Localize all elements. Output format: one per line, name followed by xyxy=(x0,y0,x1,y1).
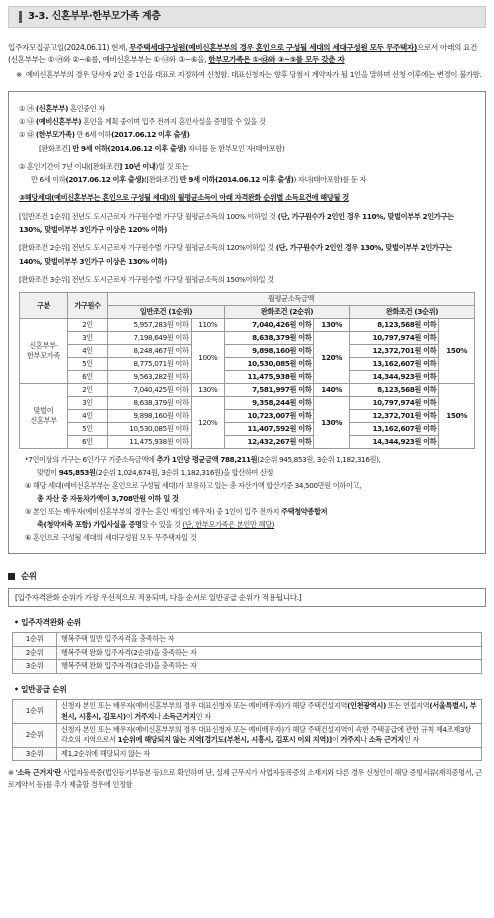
table-row: 1순위 행복주택 일반 입주자격을 충족하는 자 xyxy=(13,633,482,646)
req-savings: ⑤ 본인 또는 배우자(예비신혼부부의 경우는 혼인 예정인 배우자) 중 1인이 입주 전까지 주택청약종합저 xyxy=(25,507,328,517)
cond3-amount: 12,372,701원 이하 xyxy=(349,410,438,423)
table-row: 3순위 제1,2순위에 해당되지 않는 자 xyxy=(13,747,482,760)
members-cell: 6인 xyxy=(68,371,108,384)
table-row xyxy=(20,423,475,436)
table-row: 2순위 행복주택 완화 입주자격(2순위)을 충족하는 자 xyxy=(13,646,482,659)
th-income: 월평균소득금액 xyxy=(108,293,475,306)
table-row: 1순위 신청자 본인 또는 배우자(예비신혼부부의 경우 대표신청자 또는 예비배우자)가 해당 주택건설지역(인천광역시) 또는 연접지역(서울특별시, 부천시, 시흥시, 김포시)이 거주지나 소득근거지인 자 xyxy=(13,700,482,724)
members-cell: 6인 xyxy=(68,436,108,449)
cond1-pct: 130% xyxy=(191,384,224,397)
note-text: 예비신혼부부의 경우 당사자 2인 중 1인을 대표로 지정하여 신청함. 대표신청자는 향후 당첨시 계약자가 될 1인을 말하며 신청 이후에는 변경이 불가함. xyxy=(25,69,482,79)
rank-general-title: • 일반공급 순위 xyxy=(14,684,67,694)
header-bar-icon xyxy=(19,11,22,23)
group-label: 신혼부부· 한부모가족 xyxy=(20,319,68,384)
members-cell: 4인 xyxy=(68,345,108,358)
cond1-pct: 120% xyxy=(191,397,224,449)
cond1-pct: 110% xyxy=(191,319,224,332)
cond-1: [일반조건 1순위] 전년도 도시근로자 가구원수별 가구당 월평균소득의 100% 이하일 것 (단, 가구원수가 2인인 경우 110%, 맞벌이부부 2인가구는 130%, 맞벌이부부 3인가구 이상은 120% 이하) xyxy=(19,211,454,235)
intro-paragraph xyxy=(8,42,486,67)
th-cond3: 완화조건 (3순위) xyxy=(349,306,474,319)
cond3-amount: 10,797,974원 이하 xyxy=(349,397,438,410)
cond3-amount: 12,372,701원 이하 xyxy=(349,345,438,358)
table-row xyxy=(20,384,475,397)
req-assets: ④ 해당 세대(예비신혼부부는 혼인으로 구성될 세대)가 보유하고 있는 총 자산가액 합산기준 34,500만원 이하이고, xyxy=(25,481,362,491)
members-cell: 2인 xyxy=(68,384,108,397)
cond1-amount: 11,475,938원 이하 xyxy=(108,436,192,449)
cond2-amount: 7,581,997원 이하 xyxy=(225,384,314,397)
intro-emphasis-2: 한부모가족은 ①·㉰와 ③~⑤를 모두 갖춘 자 xyxy=(208,55,345,65)
cond1-amount: 5,957,283원 이하 xyxy=(108,319,192,332)
table-row: 2순위 신청자 본인 또는 배우자(예비신혼부부의 경우 대표신청자 또는 예비배우자)가 해당 주택건설지역이 속한 주택공급에 관한 규칙 제4조제3항 각호의 지역으로서 1순위에 해당되지 않는 지역[경기도(부천시, 시흥시, 김포시 이외 지역)]이 거주지나 소득 근거지인 자 xyxy=(13,723,482,747)
section-header xyxy=(8,6,486,28)
section-title: 3-3. 신혼부부·한부모가족 계층 xyxy=(28,10,161,22)
intro-emphasis: 무주택세대구성원(예비신혼부부의 경우 혼인으로 구성될 세대의 세대구성원 모두 무주택자) xyxy=(129,43,418,52)
cond2-amount: 10,723,007원 이하 xyxy=(225,410,314,423)
table-row xyxy=(20,371,475,384)
th-cond1: 일반조건 (1순위) xyxy=(108,306,225,319)
members-cell: 5인 xyxy=(68,358,108,371)
order-notice: [입주자격완화 순위가 가장 우선적으로 적용되며, 다음 순서로 일반공급 순위가 적용됩니다.] xyxy=(8,588,486,607)
cond2-amount: 12,432,267원 이하 xyxy=(225,436,314,449)
cond1-amount: 9,898,160원 이하 xyxy=(108,410,192,423)
cond2-pct: 140% xyxy=(314,384,350,397)
cond-2: [완화조건 2순위] 전년도 도시근로자 가구원수별 가구당 월평균소득의 120%이하일 것 (단, 가구원수가 2인인 경우 130%, 맞벌이부부 2인가구는 140%, 맞벌이부부 3인가구 이상은 130% 이하) xyxy=(19,243,452,266)
th-cond2: 완화조건 (2순위) xyxy=(225,306,350,319)
cond2-pct: 130% xyxy=(314,319,350,332)
cond1-amount: 8,638,379원 이하 xyxy=(108,397,192,410)
table-row xyxy=(20,345,475,358)
cond3-amount: 8,123,568원 이하 xyxy=(349,384,438,397)
note-mark: ※ xyxy=(16,69,22,79)
square-bullet-icon xyxy=(8,573,15,580)
cond2-pct: 120% xyxy=(314,332,350,384)
cond3-amount: 14,344,923원 이하 xyxy=(349,371,438,384)
table-row xyxy=(20,410,475,423)
req-homeless: ⑥ 혼인으로 구성될 세대의 세대구성원 모두 무주택자일 것 xyxy=(25,533,197,543)
cond2-amount: 9,358,244원 이하 xyxy=(225,397,314,410)
table-row: 3순위 행복주택 완화 입주자격(3순위)을 충족하는 자 xyxy=(13,660,482,673)
cond2-amount: 8,638,379원 이하 xyxy=(225,332,314,345)
cond1-amount: 8,775,071원 이하 xyxy=(108,358,192,371)
cond3-amount: 13,162,607원 이하 xyxy=(349,423,438,436)
req-single-parent-relaxed: [완화조건] 만 9세 이하(2014.06.12 이후 출생) 자녀를 둔 한부모인 자(태아포함) xyxy=(39,143,285,153)
closing-note: ※ '소득 근거지'란 사업자등록증(법인등기부등본 등)으로 확인하며 단, 실제 근무지가 사업자등록증의 소재지와 다른 경우 신청인이 해당 증빙서류(재직증명서, 근로계약서 등)를 추가 제출할 경우에 인정함 xyxy=(8,768,482,789)
members-cell: 4인 xyxy=(68,410,108,423)
members-cell: 5인 xyxy=(68,423,108,436)
rank-relax-table xyxy=(12,632,482,673)
cond1-amount: 10,530,085원 이하 xyxy=(108,423,192,436)
cond-3: [완화조건 3순위] 전년도 도시근로자 가구원수별 가구당 월평균소득의 150%이하일 것 xyxy=(19,275,274,285)
req-single-parent: ① ㉰ (한부모가족) 만 6세 이하(2017.06.12 이후 출생) xyxy=(19,130,190,140)
req-prospective: ① ㉯ (예비신혼부부) 혼인을 계획 중이며 입주 전까지 혼인사실을 증명할 수 있을 것 xyxy=(19,116,266,126)
table-row xyxy=(20,397,475,410)
table-row xyxy=(20,319,475,332)
cond2-amount: 7,040,426원 이하 xyxy=(225,319,314,332)
order-title: 순위 xyxy=(8,570,486,582)
cond3-pct: 150% xyxy=(439,384,475,449)
cond1-amount: 9,563,282원 이하 xyxy=(108,371,192,384)
cond3-amount: 8,123,568원 이하 xyxy=(349,319,438,332)
th-members: 가구원수 xyxy=(68,293,108,319)
cond1-amount: 8,248,467원 이하 xyxy=(108,345,192,358)
cond3-amount: 14,344,923원 이하 xyxy=(349,436,438,449)
intro-note xyxy=(8,69,486,81)
income-table xyxy=(19,292,475,449)
table-row xyxy=(20,358,475,371)
req-child-age: 만 6세 이하(2017.06.12 이후 출생)([완화조건] 만 9세 이하(2014.06.12 이후 출생)) 자녀(태아포함)를 둔 자 xyxy=(31,175,367,185)
th-group: 구분 xyxy=(20,293,68,319)
members-cell: 3인 xyxy=(68,332,108,345)
cond1-pct: 100% xyxy=(191,332,224,384)
req-income: ③해당세대(예비신혼부부는 혼인으로 구성될 세대)의 월평균소득이 아래 자격완화 순위별 소득요건에 해당될 것 xyxy=(19,193,349,203)
cond2-amount: 9,898,160원 이하 xyxy=(225,345,314,358)
members-cell: 3인 xyxy=(68,397,108,410)
intro-text: 입주자모집공고일(2024.06.11) 현재, xyxy=(8,43,130,52)
group-label: 맞벌이 신혼부부 xyxy=(20,384,68,449)
cond3-pct: 150% xyxy=(439,319,475,384)
members-cell: 2인 xyxy=(68,319,108,332)
cond2-amount: 10,530,085원 이하 xyxy=(225,358,314,371)
req-newlywed: ① ㉮ (신혼부부) 혼인중인 자 xyxy=(19,103,105,113)
cond1-amount: 7,198,649원 이하 xyxy=(108,332,192,345)
cond3-amount: 13,162,607원 이하 xyxy=(349,358,438,371)
rank-relax-title: • 입주자격완화 순위 xyxy=(14,618,81,628)
cond1-amount: 7,040,425원 이하 xyxy=(108,384,192,397)
table-row xyxy=(20,332,475,345)
req-marriage-period: ② 혼인기간이 7년 이내([완화조건] 10년 이내)일 것 또는 xyxy=(19,161,189,171)
intro-text-2: 으로서 아래의 요건(신혼부부는 ①·㉮와 ②~⑥를, 예비신혼부부는 ①·㉯와 ③~⑥을, xyxy=(8,43,478,65)
requirements-box xyxy=(8,91,486,554)
cond3-amount: 10,797,974원 이하 xyxy=(349,332,438,345)
cond2-pct: 130% xyxy=(314,397,350,449)
footnotes: *7인이상의 가구는 6인가구 기준소득금액에 추가 1인당 평균금액 788,211원(2순위 945,853원, 3순위 1,182,316원), 맞벌이 945,853원(2순위 1,024,674원, 3순위 1,182,316원)을 합산하여 산정 ④ 해당 세대(예비신혼부부는 혼인으로 구성될 세대)가 보유하고 있는 총 자산가액 합산기준 34,500만원 이하이고, 총 자산 중 자동차가액이 3,708만원 이하 일 것 ⑤ 본인 또는 배우자(예비신혼부부의 경우는 혼인 예정인 배우자) 중 1인이 입주 전까지 주택청약종합저 축(청약저축 포함) 가입사실을 증명할 수 있을 것 (단, 한부모가족은 본인만 해당) ⑥ 혼인으로 구성될 세대의 세대구성원 모두 무주택자일 것 xyxy=(19,454,475,545)
rank-general-table xyxy=(12,699,482,761)
table-row xyxy=(20,436,475,449)
cond2-amount: 11,475,938원 이하 xyxy=(225,371,314,384)
cond2-amount: 11,407,592원 이하 xyxy=(225,423,314,436)
